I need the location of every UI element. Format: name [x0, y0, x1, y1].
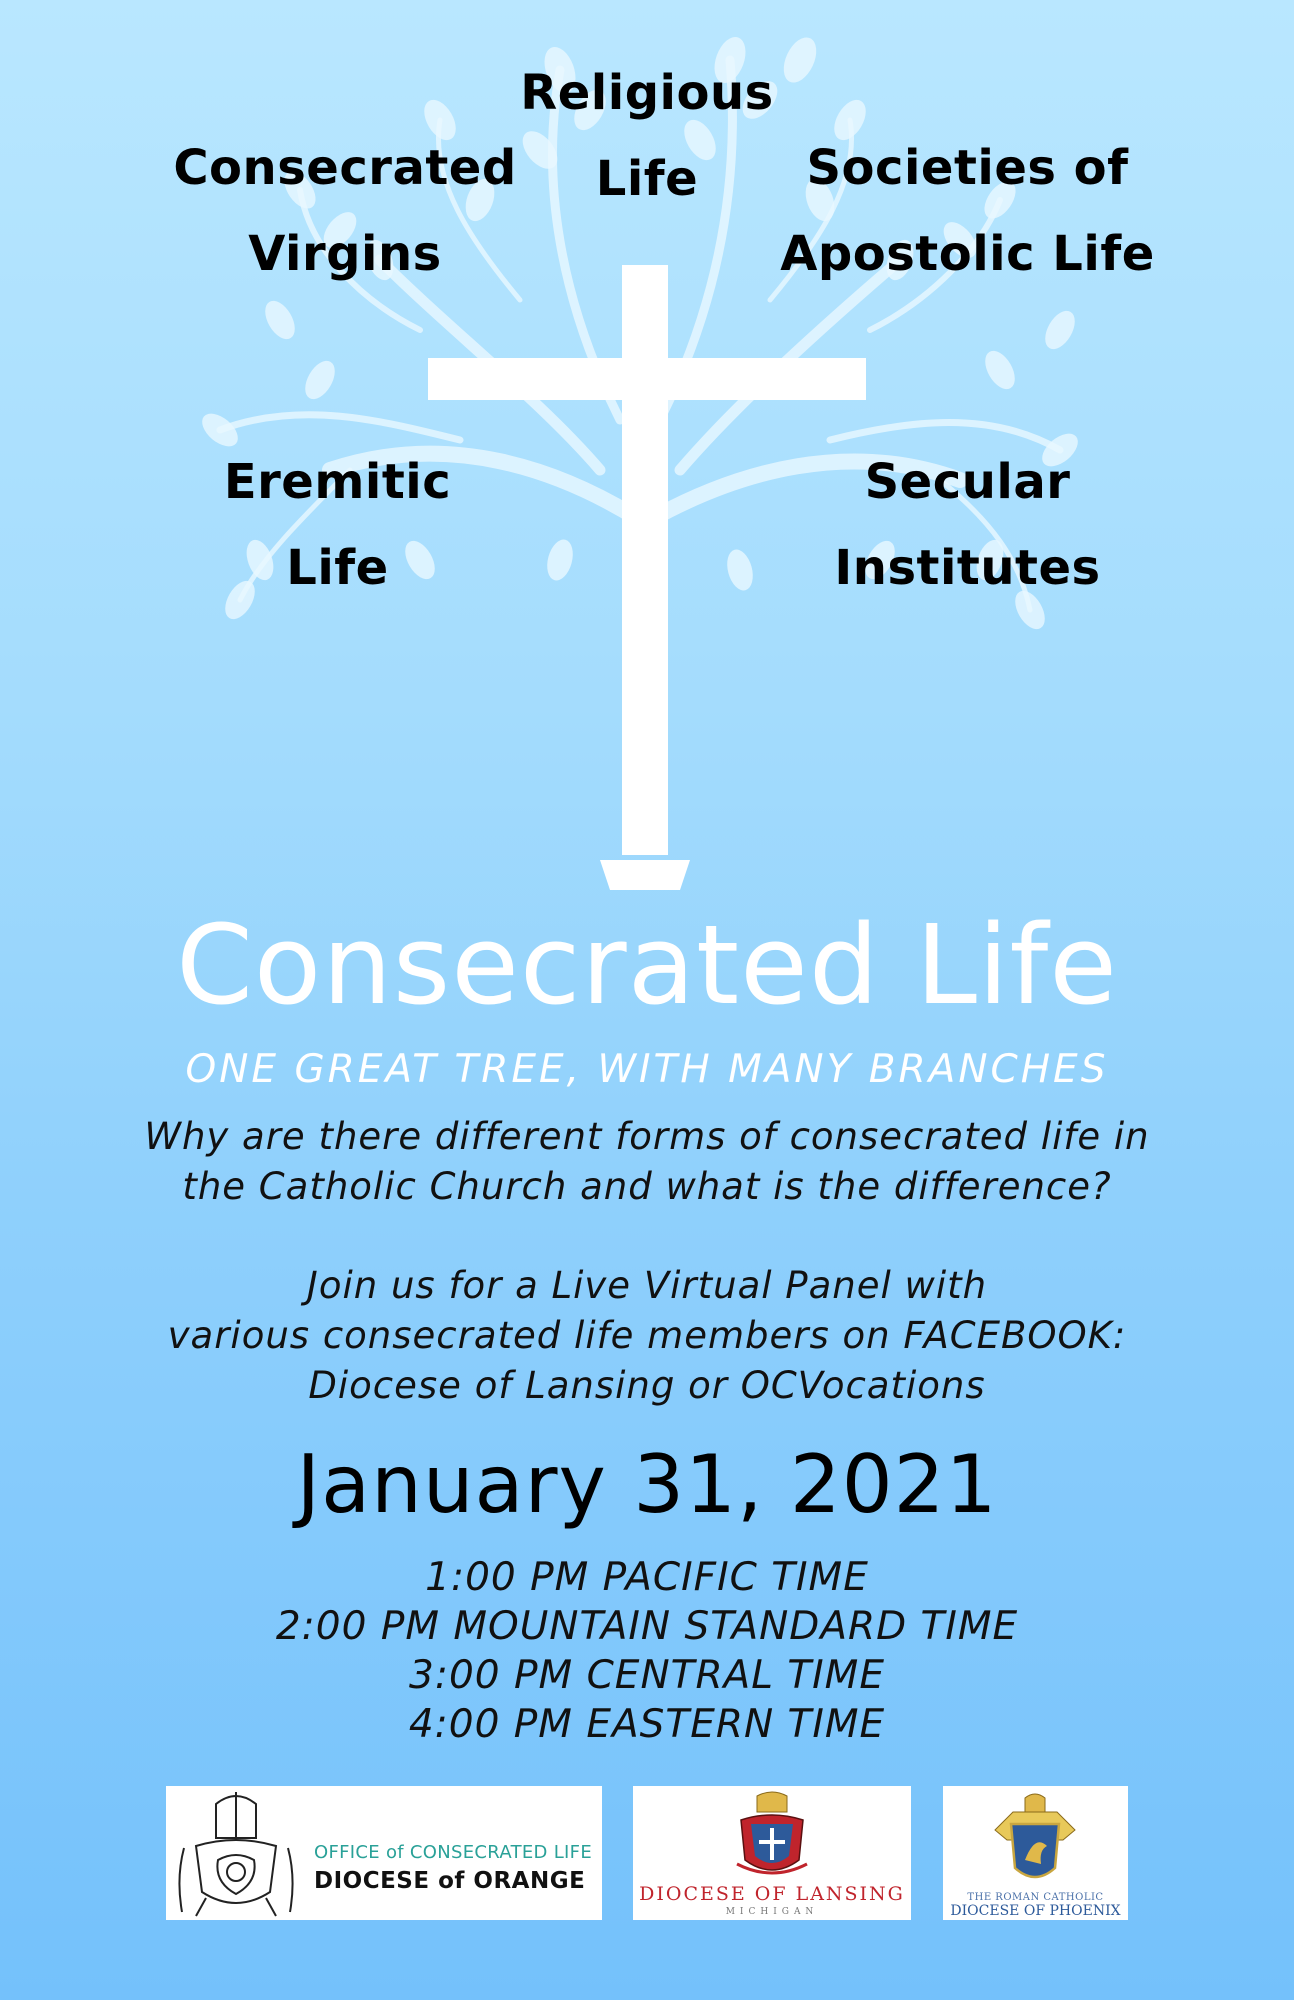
branch-label-secular-institutes: Secular Institutes [834, 454, 1101, 596]
orange-office-name: OFFICE of CONSECRATED LIFE [314, 1842, 592, 1863]
lansing-coat-of-arms-icon [727, 1790, 817, 1882]
time-eastern: 4:00 PM EASTERN TIME [408, 1702, 886, 1747]
poster-subtitle: ONE GREAT TREE, WITH MANY BRANCHES [185, 1047, 1109, 1092]
lansing-state-name: MICHIGAN [725, 1907, 819, 1917]
phoenix-line-1: THE ROMAN CATHOLIC [967, 1892, 1104, 1903]
branch-label-societies-apostolic-life: Societies of Apostolic Life [780, 140, 1155, 282]
event-date: January 31, 2021 [296, 1438, 998, 1531]
phoenix-diocese-name: DIOCESE OF PHOENIX [950, 1903, 1121, 1919]
crucifix-icon [428, 265, 866, 890]
time-pacific: 1:00 PM PACIFIC TIME [425, 1555, 869, 1600]
time-mountain: 2:00 PM MOUNTAIN STANDARD TIME [275, 1604, 1019, 1649]
branch-label-consecrated-virgins: Consecrated Virgins [173, 140, 517, 282]
lansing-diocese-name: DIOCESE OF LANSING [639, 1883, 905, 1905]
orange-diocese-name: DIOCESE of ORANGE [314, 1868, 586, 1894]
poster-title: Consecrated Life [176, 901, 1118, 1029]
branch-label-religious-life: Religious Life [520, 65, 774, 207]
branch-label-eremitic-life: Eremitic Life [223, 454, 452, 596]
logo-diocese-of-orange [166, 1786, 602, 1920]
logo-diocese-of-phoenix [943, 1786, 1128, 1920]
bishop-mitre-crest-icon [166, 1786, 306, 1920]
logo-diocese-of-lansing [633, 1786, 911, 1920]
time-central: 3:00 PM CENTRAL TIME [409, 1653, 885, 1698]
question-text: Why are there different forms of consecrated life in the Catholic Church and what is the difference? [144, 1115, 1150, 1208]
invitation-text: Join us for a Live Virtual Panel with various consecrated life members on FACEBOOK: Diocese of Lansing or OCVocations [167, 1264, 1127, 1407]
event-times-list [0, 1553, 1294, 1749]
phoenix-coat-of-arms-icon [985, 1790, 1085, 1890]
